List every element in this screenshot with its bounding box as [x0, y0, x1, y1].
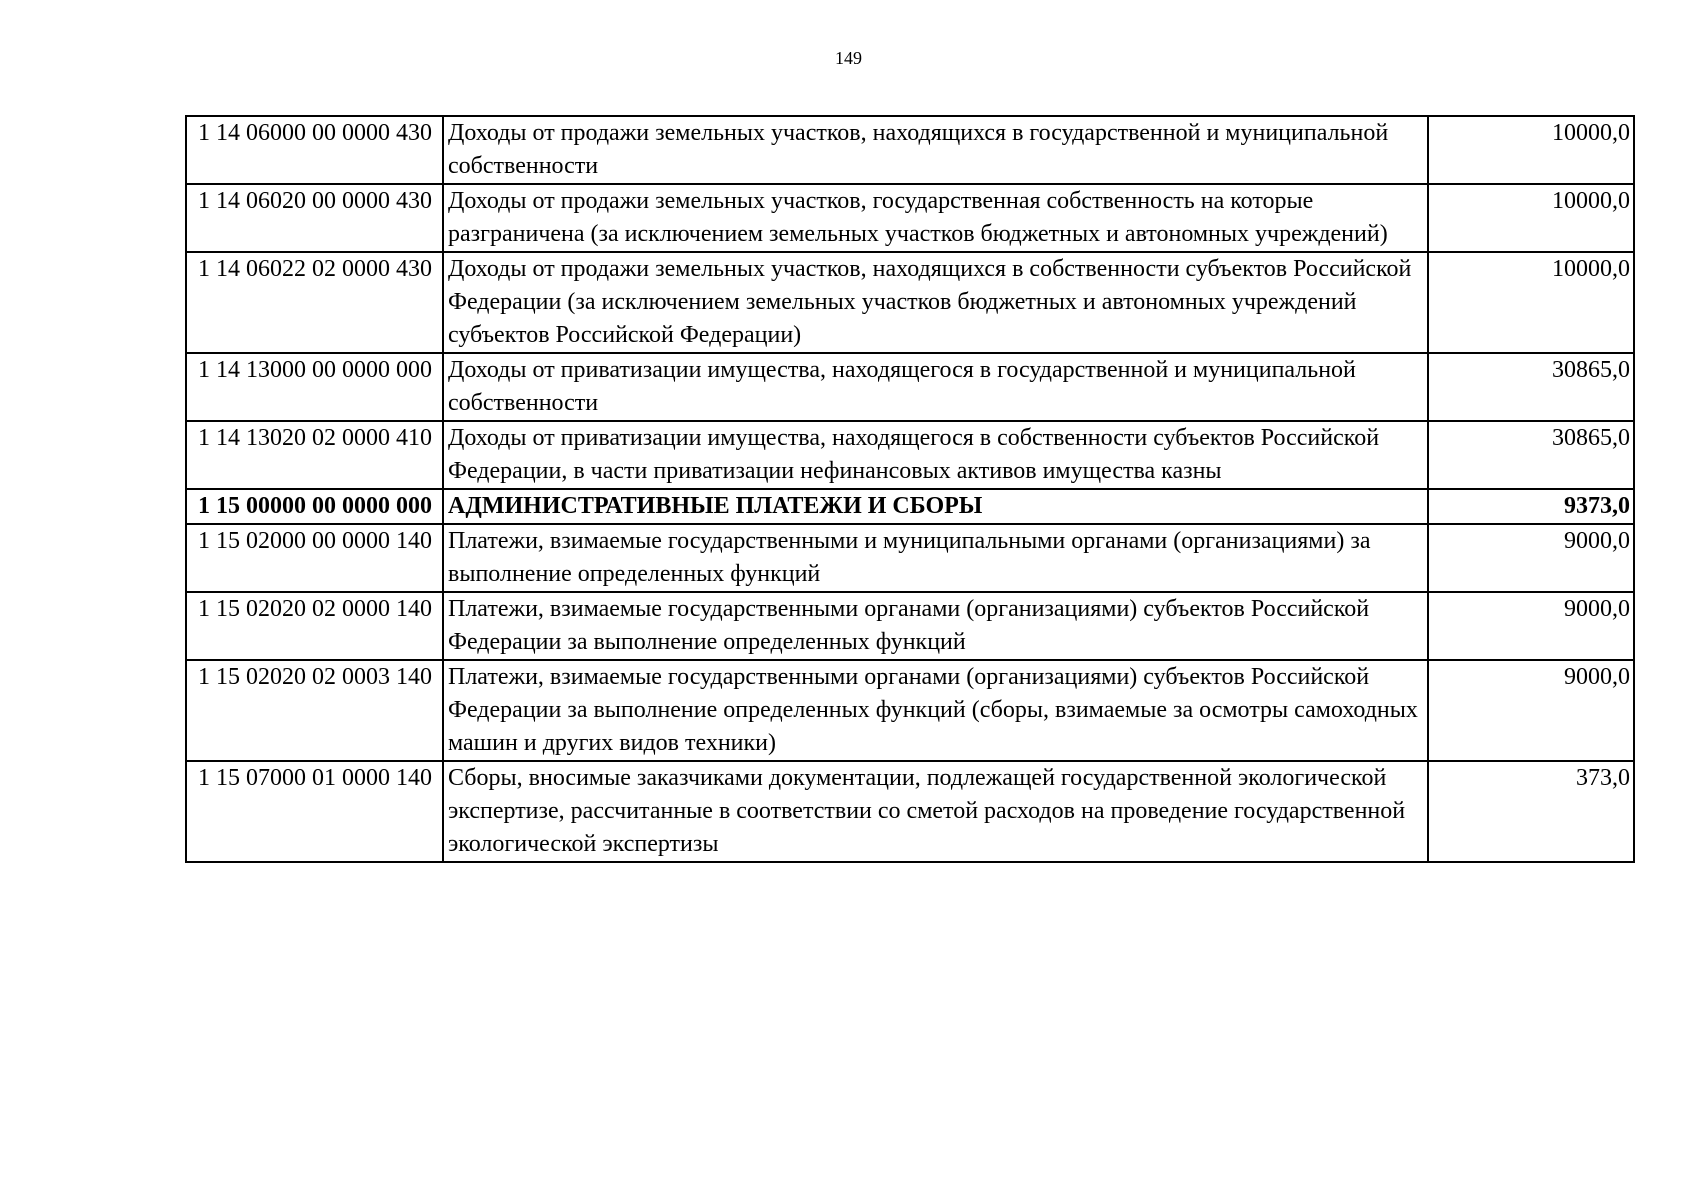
section-total: 9373,0: [1428, 489, 1634, 524]
revenue-code: 1 14 06020 00 0000 430: [186, 184, 443, 252]
revenue-name: Платежи, взимаемые государственными и муниципальными органами (организациями) за выполнение определенных функций: [443, 524, 1428, 592]
table-row: [186, 592, 1634, 660]
revenue-sum: 10000,0: [1428, 116, 1634, 184]
revenue-sum: 30865,0: [1428, 353, 1634, 421]
revenue-name: Доходы от продажи земельных участков, находящихся в собственности субъектов Российской Федерации (за исключением земельных участков бюджетных и автономных учреждений субъектов Российской Федерации): [443, 252, 1428, 353]
revenue-code: 1 14 13020 02 0000 410: [186, 421, 443, 489]
table-row: [186, 761, 1634, 862]
revenue-name: Доходы от приватизации имущества, находящегося в государственной и муниципальной собственности: [443, 353, 1428, 421]
revenue-code: 1 15 02000 00 0000 140: [186, 524, 443, 592]
revenue-sum: 373,0: [1428, 761, 1634, 862]
revenue-table: [185, 115, 1635, 863]
revenue-sum: 10000,0: [1428, 252, 1634, 353]
table-row: [186, 184, 1634, 252]
revenue-name: Сборы, вносимые заказчиками документации, подлежащей государственной экологической экспертизе, рассчитанные в соответствии со сметой расходов на проведение государственной экологической экспертизы: [443, 761, 1428, 862]
revenue-name: Платежи, взимаемые государственными органами (организациями) субъектов Российской Федерации за выполнение определенных функций: [443, 592, 1428, 660]
table-row: [186, 353, 1634, 421]
revenue-sum: 30865,0: [1428, 421, 1634, 489]
revenue-sum: 10000,0: [1428, 184, 1634, 252]
revenue-code: 1 15 07000 01 0000 140: [186, 761, 443, 862]
page-number: 149: [835, 48, 862, 68]
revenue-sum: 9000,0: [1428, 592, 1634, 660]
revenue-sum: 9000,0: [1428, 660, 1634, 761]
revenue-code: 1 14 13000 00 0000 000: [186, 353, 443, 421]
revenue-name: Платежи, взимаемые государственными органами (организациями) субъектов Российской Федерации за выполнение определенных функций (сборы, взимаемые за осмотры самоходных машин и других видов техники): [443, 660, 1428, 761]
revenue-name: Доходы от продажи земельных участков, находящихся в государственной и муниципальной собственности: [443, 116, 1428, 184]
section-title: АДМИНИСТРАТИВНЫЕ ПЛАТЕЖИ И СБОРЫ: [443, 489, 1428, 524]
revenue-name: Доходы от приватизации имущества, находящегося в собственности субъектов Российской Федерации, в части приватизации нефинансовых активов имущества казны: [443, 421, 1428, 489]
table-row: [186, 116, 1634, 184]
table-row: [186, 421, 1634, 489]
revenue-code: 1 15 02020 02 0003 140: [186, 660, 443, 761]
revenue-name: Доходы от продажи земельных участков, государственная собственность на которые разграничена (за исключением земельных участков бюджетных и автономных учреждений): [443, 184, 1428, 252]
revenue-sum: 9000,0: [1428, 524, 1634, 592]
section-row: [186, 489, 1634, 524]
revenue-code: 1 15 00000 00 0000 000: [186, 489, 443, 524]
revenue-code: 1 14 06000 00 0000 430: [186, 116, 443, 184]
revenue-code: 1 14 06022 02 0000 430: [186, 252, 443, 353]
table-row: [186, 660, 1634, 761]
table-row: [186, 524, 1634, 592]
revenue-code: 1 15 02020 02 0000 140: [186, 592, 443, 660]
table-row: [186, 252, 1634, 353]
